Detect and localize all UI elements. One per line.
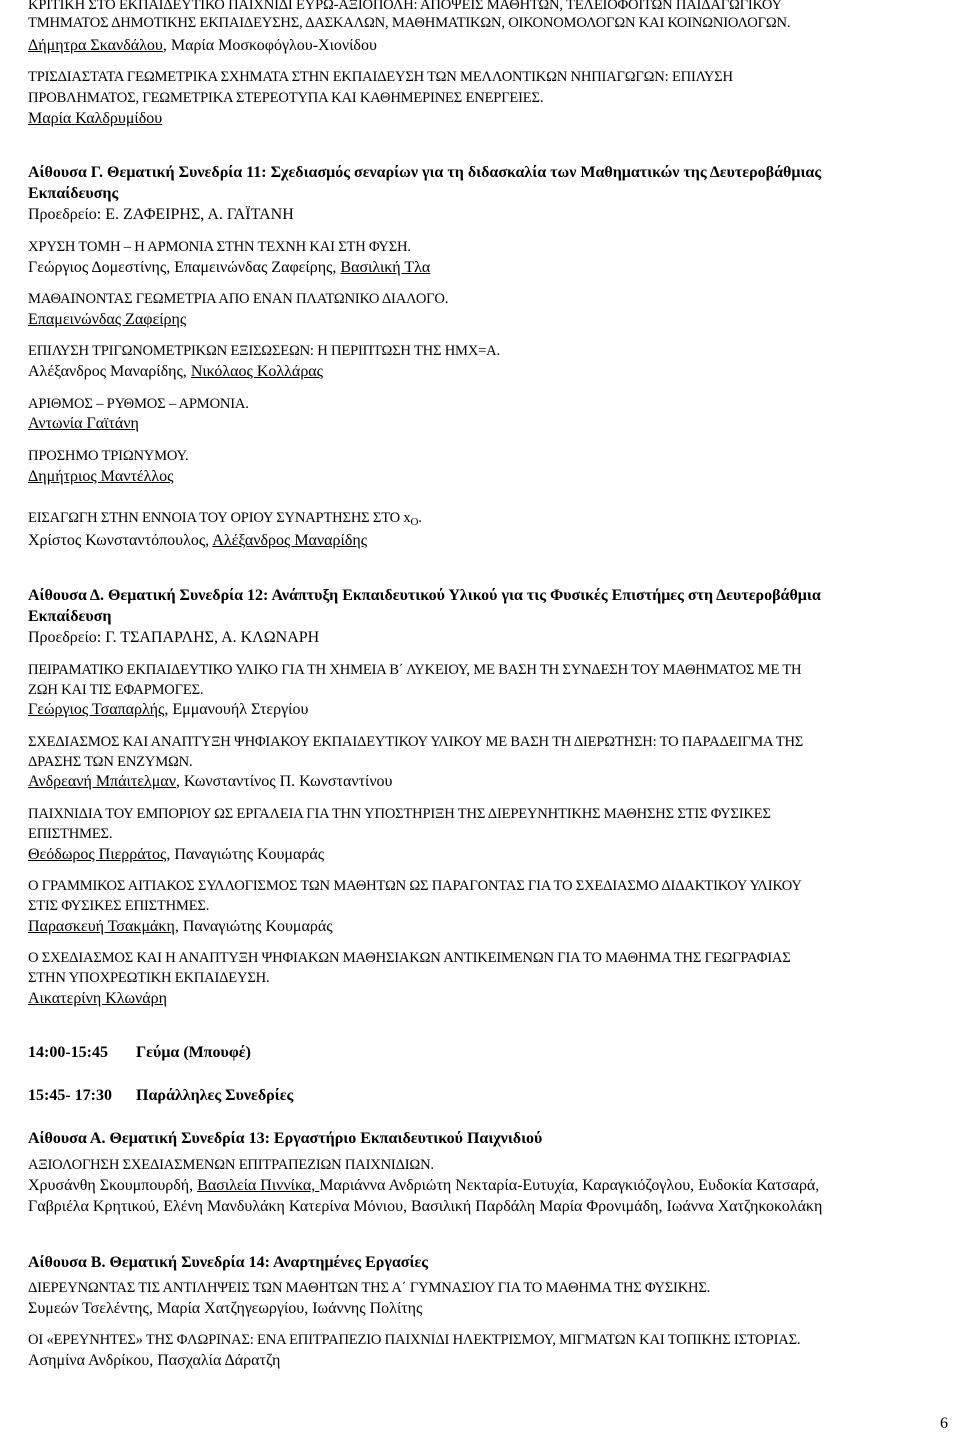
session-chairs: Προεδρείο: Γ. ΤΣΑΠΑΡΛΗΣ, Α. ΚΛΩΝΑΡΗ — [28, 629, 320, 646]
paper-title: ΕΙΣΑΓΩΓΗ ΣΤΗΝ ΕΝΝΟΙΑ ΤΟΥ ΟΡΙΟΥ ΣΥΝΑΡΤΗΣΗΣ ΣΤΟ $x_O$. — [28, 510, 422, 528]
co-authors: Γεώργιος Δομεστίνης, Επαμεινώνδας Ζαφείρης, — [28, 259, 341, 276]
session-heading: Αίθουσα Δ. Θεματική Συνεδρία 12: Ανάπτυξη Εκπαιδευτικού Υλικού για τις Φυσικές Επιστήμες στη Δευτεροβάθμια — [28, 587, 821, 604]
presenting-author: Θεόδωρος Πιερράτος — [28, 846, 167, 863]
session-heading: Αίθουσα Β. Θεματική Συνεδρία 14: Αναρτημένες Εργασίες — [28, 1254, 429, 1271]
paper-title: ΠΡΟΣΗΜΟ ΤΡΙΩΝΥΜΟΥ. — [28, 448, 189, 464]
paper-authors: Αικατερίνη Κλωνάρη — [28, 990, 168, 1007]
paper-authors: Μαρία Καλδρυμίδου — [28, 110, 163, 127]
paper-authors — [28, 363, 323, 381]
presenting-author: Δήμητρα Σκανδάλου — [28, 37, 163, 54]
session-heading: Αίθουσα Γ. Θεματική Συνεδρία 11: Σχεδιασμός σεναρίων για τη διδασκαλία των Μαθηματικών της Δευτεροβάθμιας — [28, 164, 822, 181]
paper-authors — [28, 846, 324, 864]
session-heading: Εκπαίδευση — [28, 608, 112, 625]
paper-title: ΑΡΙΘΜΟΣ – ΡΥΘΜΟΣ – ΑΡΜΟΝΙΑ. — [28, 396, 249, 412]
paper-authors: Συμεών Τσελέντης, Μαρία Χατζηγεωργίου, Ιωάννης Πολίτης — [28, 1300, 423, 1317]
paper-title: ΠΡΟΒΛΗΜΑΤΟΣ, ΓΕΩΜΕΤΡΙΚΑ ΣΤΕΡΕΟΤΥΠΑ ΚΑΙ ΚΑΘΗΜΕΡΙΝΕΣ ΕΝΕΡΓΕΙΕΣ. — [28, 90, 544, 106]
schedule-time: 15:45- 17:30 — [28, 1087, 112, 1104]
paper-authors: Αντωνία Γαϊτάνη — [28, 415, 139, 432]
co-authors: , Κωνσταντίνος Π. Κωνσταντίνου — [175, 773, 393, 790]
session-heading: Αίθουσα Α. Θεματική Συνεδρία 13: Εργαστήριο Εκπαιδευτικού Παιχνιδιού — [28, 1130, 543, 1147]
paper-title: ΕΠΙΣΤΗΜΕΣ. — [28, 826, 113, 842]
paper-title: ΕΠΙΛΥΣΗ ΤΡΙΓΩΝΟΜΕΤΡΙΚΩΝ ΕΞΙΣΩΣΕΩΝ: Η ΠΕΡΙΠΤΩΣΗ ΤΗΣ ΗΜΧ=Α. — [28, 343, 500, 359]
presenting-author: Βασιλική Τλα — [340, 259, 431, 276]
paper-title: ΔΡΑΣΗΣ ΤΩΝ ΕΝΖΥΜΩΝ. — [28, 754, 193, 770]
co-authors: , Παναγιώτης Κουμαράς — [174, 918, 333, 935]
paper-authors — [28, 1177, 819, 1195]
presenting-author: Βασιλεία Πιννίκα, — [197, 1177, 320, 1194]
page-number: 6 — [940, 1415, 948, 1432]
presenting-author: Νικόλαος Κολλάρας — [190, 363, 324, 380]
paper-title: ΟΙ «ΕΡΕΥΝΗΤΕΣ» ΤΗΣ ΦΛΩΡΙΝΑΣ: ΕΝΑ ΕΠΙΤΡΑΠΕΖΙΟ ΠΑΙΧΝΙΔΙ ΗΛΕΚΤΡΙΣΜΟΥ, ΜΙΓΜΑΤΩΝ ΚΑΙ ΤΟΠΙΚΗΣ ΙΣΤΟΡΙΑΣ. — [28, 1332, 801, 1348]
schedule-title: Παράλληλες Συνεδρίες — [136, 1087, 294, 1104]
paper-title: ΤΜΗΜΑΤΟΣ ΔΗΜΟΤΙΚΗΣ ΕΚΠΑΙΔΕΥΣΗΣ, ΔΑΣΚΑΛΩΝ, ΜΑΘΗΜΑΤΙΚΩΝ, ΟΙΚΟΝΟΜΟΛΟΓΩΝ ΚΑΙ ΚΟΙΝΩΝΙΟΛΟΓΩΝ. — [28, 15, 791, 31]
presenting-author: Αλέξανδρος Μαναρίδης — [212, 532, 368, 549]
paper-authors: Ασημίνα Ανδρίκου, Πασχαλία Δάρατζη — [28, 1352, 281, 1369]
paper-authors: Γαβριέλα Κρητικού, Ελένη Μανδυλάκη Κατερίνα Μόνιου, Βασιλική Παρδάλη Μαρία Φρονιμάδη, Ιωάννα Χατζηκοκολάκη — [28, 1198, 823, 1215]
paper-title: ΣΤΙΣ ΦΥΣΙΚΕΣ ΕΠΙΣΤΗΜΕΣ. — [28, 898, 210, 914]
paper-authors: Δημήτριος Μαντέλλος — [28, 468, 174, 485]
presenting-author: Παρασκευή Τσακμάκη — [28, 918, 175, 935]
paper-authors — [28, 773, 392, 791]
co-authors: , Εμμανουήλ Στεργίου — [164, 701, 309, 718]
session-heading: Εκπαίδευσης — [28, 185, 119, 202]
paper-title: ΔΙΕΡΕΥΝΩΝΤΑΣ ΤΙΣ ΑΝΤΙΛΗΨΕΙΣ ΤΩΝ ΜΑΘΗΤΩΝ ΤΗΣ Α΄ ΓΥΜΝΑΣΙΟΥ ΓΙΑ ΤΟ ΜΑΘΗΜΑ ΤΗΣ ΦΥΣΙΚΗΣ. — [28, 1280, 711, 1296]
co-authors: , Μαρία Μοσκοφόγλου-Χιονίδου — [162, 37, 377, 54]
paper-title: ΚΡΙΤΙΚΗ ΣΤΟ ΕΚΠΑΙΔΕΥΤΙΚΟ ΠΑΙΧΝΙΔΙ ΕΥΡΩ-ΑΞΙΟΠΟΛΗ: ΑΠΟΨΕΙΣ ΜΑΘΗΤΩΝ, ΤΕΛΕΙΟΦΟΙΤΩΝ ΠΑΙΔΑΓΩΓΙΚΟΥ — [28, 0, 782, 13]
session-chairs: Προεδρείο: Ε. ΖΑΦΕΙΡΗΣ, Α. ΓΑΪΤΑΝΗ — [28, 206, 294, 223]
co-authors: Χρυσάνθη Σκουμπουρδή, — [28, 1177, 198, 1194]
paper-authors — [28, 532, 367, 550]
schedule-title: Γεύμα (Μπουφέ) — [136, 1044, 251, 1061]
paper-authors — [28, 701, 308, 719]
paper-title: ΤΡΙΣΔΙΑΣΤΑΤΑ ΓΕΩΜΕΤΡΙΚΑ ΣΧΗΜΑΤΑ ΣΤΗΝ ΕΚΠΑΙΔΕΥΣΗ ΤΩΝ ΜΕΛΛΟΝΤΙΚΩΝ ΝΗΠΙΑΓΩΓΩΝ: ΕΠΙΛΥΣΗ — [28, 69, 733, 85]
paper-title: ΖΩΗ ΚΑΙ ΤΙΣ ΕΦΑΡΜΟΓΕΣ. — [28, 682, 204, 698]
presenting-author: Γεώργιος Τσαπαρλής — [28, 701, 165, 718]
paper-authors — [28, 918, 333, 936]
paper-title: Ο ΣΧΕΔΙΑΣΜΟΣ ΚΑΙ Η ΑΝΑΠΤΥΞΗ ΨΗΦΙΑΚΩΝ ΜΑΘΗΣΙΑΚΩΝ ΑΝΤΙΚΕΙΜΕΝΩΝ ΓΙΑ ΤΟ ΜΑΘΗΜΑ ΤΗΣ ΓΕΩΓΡΑΦΙΑΣ — [28, 950, 791, 966]
paper-title: ΣΤΗΝ ΥΠΟΧΡΕΩΤΙΚΗ ΕΚΠΑΙΔΕΥΣΗ. — [28, 970, 270, 986]
paper-title: ΠΕΙΡΑΜΑΤΙΚΟ ΕΚΠΑΙΔΕΥΤΙΚΟ ΥΛΙΚΟ ΓΙΑ ΤΗ ΧΗΜΕΙΑ Β΄ ΛΥΚΕΙΟΥ, ΜΕ ΒΑΣΗ ΤΗ ΣΥΝΔΕΣΗ ΤΟΥ ΜΑΘΗΜΑΤΟΣ ΜΕ ΤΗ — [28, 662, 802, 678]
co-authors: Χρίστος Κωνσταντόπουλος, — [28, 532, 213, 549]
co-authors: , Παναγιώτης Κουμαράς — [166, 846, 325, 863]
paper-authors — [28, 37, 377, 55]
co-authors: Μαριάννα Ανδριώτη Νεκταρία-Ευτυχία, Καραγκιόζογλου, Ευδοκία Κατσαρά, — [319, 1177, 820, 1194]
presenting-author: Ανδρεανή Μπάιτελμαν — [28, 773, 176, 790]
paper-title: ΣΧΕΔΙΑΣΜΟΣ ΚΑΙ ΑΝΑΠΤΥΞΗ ΨΗΦΙΑΚΟΥ ΕΚΠΑΙΔΕΥΤΙΚΟΥ ΥΛΙΚΟΥ ΜΕ ΒΑΣΗ ΤΗ ΔΙΕΡΩΤΗΣΗ: ΤΟ ΠΑΡΑΔΕΙΓΜΑ ΤΗΣ — [28, 734, 804, 750]
subscript: O — [410, 516, 419, 528]
paper-authors: Επαμεινώνδας Ζαφείρης — [28, 311, 187, 328]
paper-title: Ο ΓΡΑΜΜΙΚΟΣ ΑΙΤΙΑΚΟΣ ΣΥΛΛΟΓΙΣΜΟΣ ΤΩΝ ΜΑΘΗΤΩΝ ΩΣ ΠΑΡΑΓΟΝΤΑΣ ΓΙΑ ΤΟ ΣΧΕΔΙΑΣΜΟ ΔΙΔΑΚΤΙΚΟΥ ΥΛΙΚΟΥ — [28, 878, 802, 894]
paper-title: ΠΑΙΧΝΙΔΙΑ ΤΟΥ ΕΜΠΟΡΙΟΥ ΩΣ ΕΡΓΑΛΕΙΑ ΓΙΑ ΤΗΝ ΥΠΟΣΤΗΡΙΞΗ ΤΗΣ ΔΙΕΡΕΥΝΗΤΙΚΗΣ ΜΑΘΗΣΗΣ ΣΤΙΣ ΦΥΣΙΚΕΣ — [28, 806, 771, 822]
paper-title: ΜΑΘΑΙΝΟΝΤΑΣ ΓΕΩΜΕΤΡΙΑ ΑΠΟ ΕΝΑΝ ΠΛΑΤΩΝΙΚΟ ΔΙΑΛΟΓΟ. — [28, 291, 449, 307]
co-authors: Αλέξανδρος Μαναρίδης, — [28, 363, 191, 380]
paper-title: ΧΡΥΣΗ ΤΟΜΗ – Η ΑΡΜΟΝΙΑ ΣΤΗΝ ΤΕΧΝΗ ΚΑΙ ΣΤΗ ΦΥΣΗ. — [28, 239, 411, 255]
schedule-time: 14:00-15:45 — [28, 1044, 108, 1061]
paper-title: ΑΞΙΟΛΟΓΗΣΗ ΣΧΕΔΙΑΣΜΕΝΩΝ ΕΠΙΤΡΑΠΕΖΙΩΝ ΠΑΙΧΝΙΔΙΩΝ. — [28, 1157, 434, 1173]
paper-authors — [28, 259, 430, 277]
